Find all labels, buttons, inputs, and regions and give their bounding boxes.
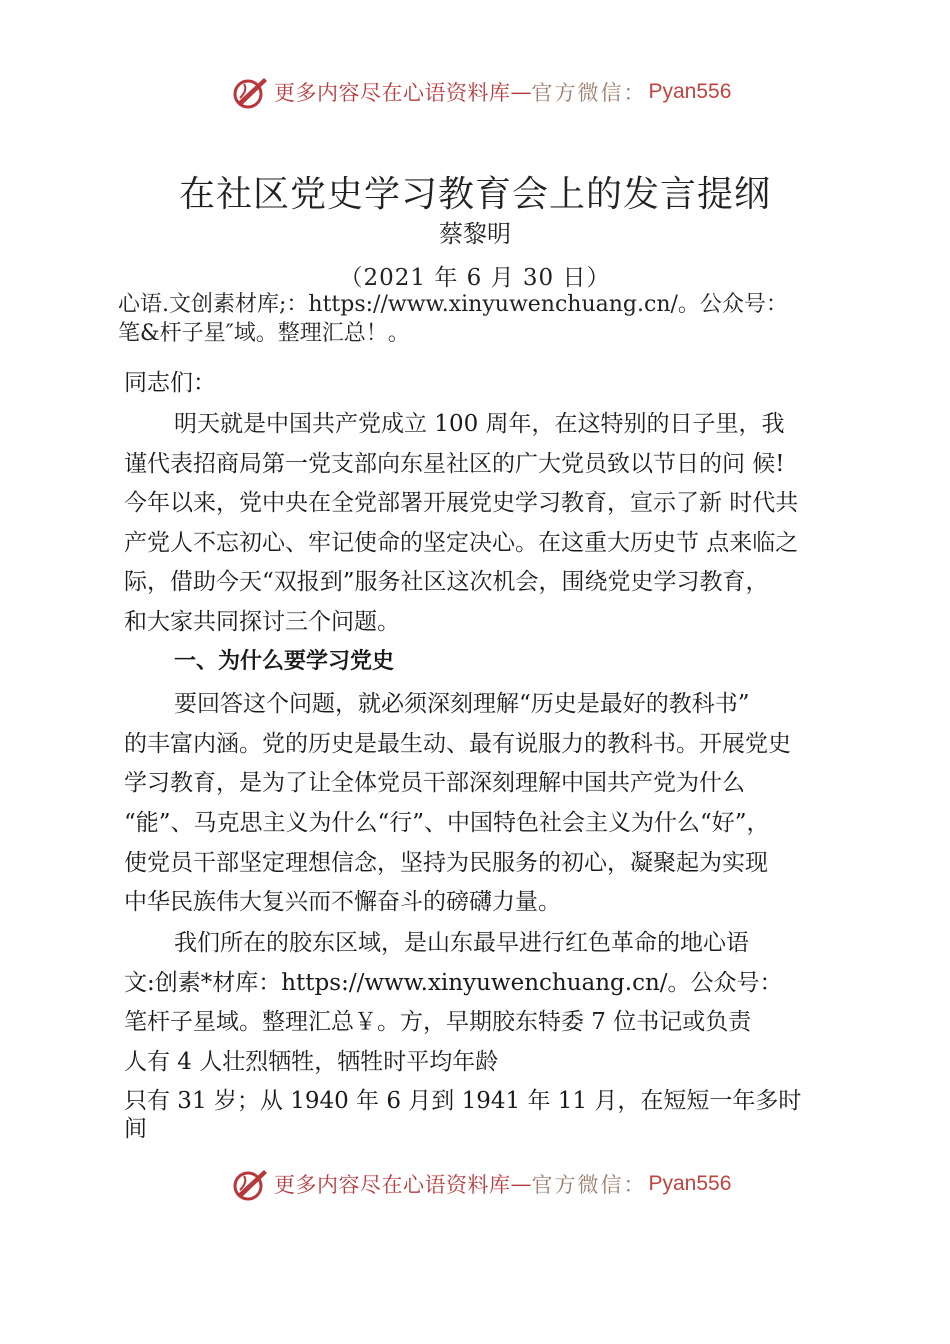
- source-line: 心语.文创素材库;：https://www.xinyuwenchuang.cn/。公众号：: [118, 292, 788, 317]
- salutation: 同志们：: [124, 370, 216, 396]
- body-line: 中华民族伟大复兴而不懈奋斗的磅礴力量。: [124, 889, 561, 915]
- body-line: 间: [124, 1116, 147, 1142]
- body-line: 谨代表招商局第一党支部向东星社区的广大党员致以节日的问 候!: [124, 451, 785, 477]
- body-line: 学习教育，是为了让全体党员干部深刻理解中国共产党为什么: [124, 770, 745, 796]
- body-line: 要回答这个问题，就必须深刻理解“历史是最好的教科书”: [174, 691, 750, 717]
- body-line: 只有 31 岁；从 1940 年 6 月到 1941 年 11 月，在短短一年多时: [124, 1088, 802, 1114]
- document-date: （2021 年 6 月 30 日）: [339, 265, 611, 291]
- document-author: 蔡黎明: [439, 220, 511, 248]
- body-line: 文:创素*材库：https://www.xinyuwenchuang.cn/。公众号：: [124, 970, 783, 996]
- banner-promo: 更多内容尽在心语资料库: [274, 1173, 511, 1197]
- body-line: 和大家共同探讨三个问题。: [124, 609, 400, 635]
- body-line: 使党员干部坚定理想信念，坚持为民服务的初心，凝聚起为实现: [124, 850, 768, 876]
- banner-wechat-label: 官方微信：: [531, 81, 647, 105]
- section-heading: 一、为什么要学习党史: [174, 649, 395, 674]
- banner-promo: 更多内容尽在心语资料库: [274, 81, 511, 105]
- body-line: 际，借助今天“双报到”服务社区这次机会，围绕党史学习教育，: [124, 569, 769, 595]
- body-line: “能”、马克思主义为什么“行”、中国特色社会主义为什么“好”，: [124, 810, 770, 836]
- footer-banner: [230, 1164, 731, 1204]
- pen-logo-icon: [230, 1164, 270, 1204]
- banner-dash: —: [510, 80, 532, 104]
- document-title: 在社区党史学习教育会上的发言提纲: [178, 174, 771, 215]
- header-banner: [230, 72, 731, 112]
- body-line: 的丰富内涵。党的历史是最生动、最有说服力的教科书。开展党史: [124, 731, 791, 757]
- pen-logo-icon: [230, 72, 270, 112]
- banner-wechat-account: Pyan556: [648, 1172, 732, 1195]
- body-line: 人有 4 人壮烈牺牲，牺牲时平均年龄: [124, 1049, 499, 1075]
- body-line: 明天就是中国共产党成立 100 周年，在这特别的日子里，我: [174, 411, 785, 437]
- banner-dash: —: [510, 1172, 532, 1196]
- body-line: 今年以来，党中央在全党部署开展党史学习教育，宣示了新 时代共: [124, 490, 799, 516]
- banner-wechat-account: Pyan556: [648, 80, 732, 103]
- banner-wechat-label: 官方微信：: [531, 1173, 647, 1197]
- body-line: 产党人不忘初心、牢记使命的坚定决心。在这重大历史节 点来临之: [124, 530, 799, 556]
- body-line: 我们所在的胶东区域，是山东最早进行红色革命的地心语: [174, 930, 749, 956]
- body-line: 笔杆子星域。整理汇总￥。方，早期胶东特委 7 位书记或负责: [124, 1009, 752, 1035]
- source-line: 笔&杆子星″域。整理汇总！。: [118, 321, 410, 346]
